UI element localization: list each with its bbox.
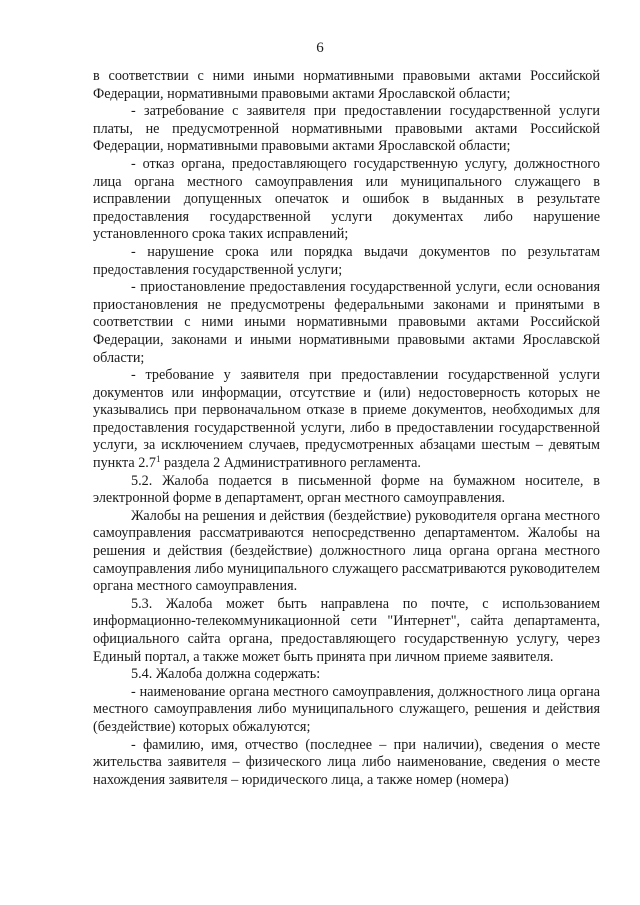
- paragraph-continuation: в соответствии с ними иными нормативными правовыми актами Российской Федерации, нормативными правовыми актами Ярославской области;: [93, 68, 600, 102]
- page-number: 6: [316, 40, 324, 56]
- paragraph-document-requirement: [93, 367, 600, 473]
- paragraph-suspension: - приостановление предоставления государственной услуги, если основания приостановления не предусмотрены федеральными законами и принятыми в соответствии с ними иными нормативными правовыми актами Российской Федерации, законами и иными нормативными правовыми актами Ярославской области;: [93, 279, 600, 366]
- paragraph-section-5-3: 5.3. Жалоба может быть направлена по почте, с использованием информационно-телекоммуникационной сети "Интернет", сайта департамента, официального сайта органа, предоставляющего государственную услугу, через Единый портал, а также может быть принята при личном приеме заявителя.: [93, 595, 600, 665]
- paragraph-section-5-2: 5.2. Жалоба подается в письменной форме на бумажном носителе, в электронной форме в департамент, орган местного самоуправления.: [93, 472, 600, 507]
- paragraph-text-part: раздела 2 Административного регламента.: [160, 455, 421, 472]
- paragraph-refusal-corrections: - отказ органа, предоставляющего государственную услугу, должностного лица органа местного самоуправления или муниципального служащего в исправлении допущенных опечаток и ошибок в выданных в результате предоставления государственной услуги документах либо нарушение установленного срока таких исправлений;: [93, 155, 600, 243]
- paragraph-fee-demand: - затребование с заявителя при предоставлении государственной услуги платы, не предусмотренной нормативными правовыми актами Российской Федерации, нормативными правовыми актами Ярославской области;: [93, 103, 600, 155]
- paragraph-applicant-details: - фамилию, имя, отчество (последнее – при наличии), сведения о месте жительства заявителя – физического лица либо наименование, сведения о месте нахождения заявителя – юридического лица, а также номер (номера): [93, 736, 600, 788]
- paragraph-authority-name: - наименование органа местного самоуправления, должностного лица органа местного самоуправления либо муниципального служащего, решения и действия (бездействие) которых обжалуются;: [93, 683, 600, 735]
- document-body: [93, 68, 600, 789]
- paragraph-issuance-violation: - нарушение срока или порядка выдачи документов по результатам предоставления государственной услуги;: [93, 243, 600, 278]
- paragraph-section-5-4: 5.4. Жалоба должна содержать:: [131, 666, 321, 683]
- footnote-superscript: 1: [155, 454, 161, 465]
- paragraph-complaints-review: Жалобы на решения и действия (бездействие) руководителя органа местного самоуправления рассматриваются непосредственно департаментом. Жалобы на решения и действия (бездействие) должностного лица органа органа местного самоуправления либо муниципального служащего рассматриваются руководителем органа местного самоуправления.: [93, 507, 600, 595]
- paragraph-text-part: - требование у заявителя при предоставлении государственной услуги документов или информации, отсутствие и (или) недостоверность которых не указывались при первоначальном отказе в приеме документов, необходимых для предоставления государственной услуги, либо в предоставлении государственной услуги, за исключением случаев, предусмотренных абзацами шестым – девятым пункта 2.7: [93, 367, 600, 472]
